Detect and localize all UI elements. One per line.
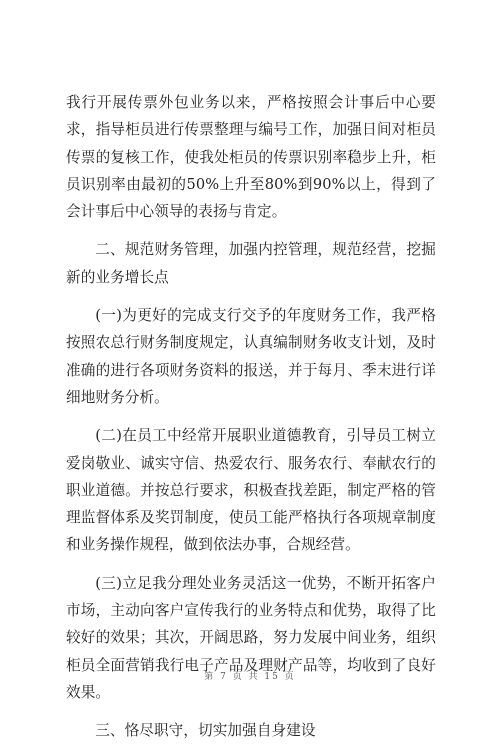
paragraph-item-2: (二)在员工中经常开展职业道德教育，引导员工树立爱岗敬业、诚实守信、热爱农行、服务农行、奉献农行的职业道德。并按总行要求，积极查找差距，制定严格的管理监督体系及奖罚制度，使员工能严格执行各项规章制度和业务操作规程，做到依法办事，合规经营。: [66, 427, 436, 554]
section-heading-2: 二、规范财务管理，加强内控管理，规范经营，挖掘新的业务增长点: [66, 241, 436, 286]
paragraph-1: 我行开展传票外包业务以来，严格按照会计事后中心要求，指导柜员进行传票整理与编号工作，加强日间对柜员传票的复核工作，使我处柜员的传票识别率稳步上升，柜员识别率由最初的50%上升至80%到90%以上，得到了会计事后中心领导的表扬与肯定。: [66, 94, 436, 221]
page-number-footer: 第 7 页 共 15 页: [204, 672, 296, 682]
document-body: [66, 89, 436, 756]
section-heading-3: 三、恪尽职守，切实加强自身建设: [95, 722, 316, 740]
paragraph-item-1: (一)为更好的完成支行交予的年度财务工作，我严格按照农总行财务制度规定，认真编制财务收支计划，及时准确的进行各项财务资料的报送，并于每月、季末进行详细地财务分析。: [66, 307, 436, 406]
paragraph-item-3: (三)立足我分理处业务灵活这一优势，不断开拓客户市场，主动向客户宣传我行的业务特点和优势，取得了比较好的效果；其次，开阔思路，努力发展中间业务，组织柜员全面营销我行电子产品及理财产品等，均收到了良好效果。: [66, 574, 436, 701]
